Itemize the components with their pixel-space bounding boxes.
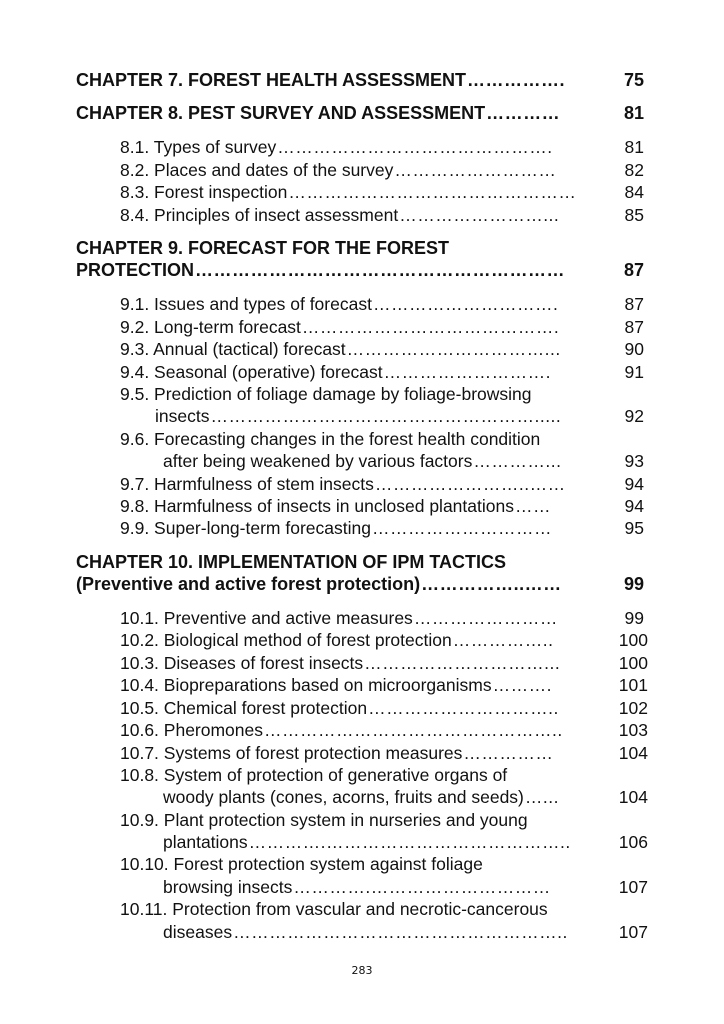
- toc-entry-title: 8.4. Principles of insect assessment: [120, 205, 399, 225]
- toc-entry-section: [120, 137, 644, 158]
- toc-entry-section-continued: [155, 406, 644, 427]
- toc-section-title-line: 10.8. System of protection of generative organs of: [120, 765, 508, 785]
- toc-leader-dots: …………………………………………..: [264, 720, 563, 740]
- toc-entry-title: CHAPTER 7. FOREST HEALTH ASSESSMENT: [76, 70, 467, 90]
- toc-entry-section: [120, 518, 644, 539]
- toc-leader-dots: ……………………...: [399, 205, 560, 225]
- toc-entry-title: 9.2. Long-term forecast: [120, 317, 301, 337]
- toc-section-title-line: 10.11. Protection from vascular and necrotic-cancerous: [120, 899, 548, 919]
- toc-page-number: 104: [618, 787, 648, 807]
- toc-entry-title: 9.8. Harmfulness of insects in unclosed plantations: [120, 496, 514, 516]
- toc-page-number: 99: [623, 574, 644, 594]
- toc-entry-title: insects: [155, 406, 210, 426]
- toc-entry-section: [120, 205, 644, 226]
- toc-entry-title: browsing insects: [163, 877, 293, 897]
- toc-page-number: 87: [624, 317, 644, 337]
- toc-page-number: 81: [623, 103, 644, 123]
- toc-entry-chapter-9: [76, 260, 644, 281]
- toc-leader-dots: …………...: [473, 451, 562, 471]
- toc-entry-title: 9.3. Annual (tactical) forecast: [120, 339, 346, 359]
- toc-entry-title: 10.1. Preventive and active measures: [120, 608, 413, 628]
- toc-page-number: 92: [624, 406, 644, 426]
- toc-leader-dots: ……………..……: [421, 574, 562, 594]
- toc-entry-section-continued: [163, 877, 648, 898]
- toc-entry-section: [120, 698, 648, 719]
- toc-entry-chapter-7: [76, 70, 644, 91]
- toc-page-number: 94: [624, 496, 644, 516]
- toc-entry-section-continued: [163, 832, 648, 853]
- toc-page-number: 84: [624, 182, 644, 202]
- toc-leader-dots: ………………………………………………..: [233, 922, 568, 942]
- toc-leader-dots: ……………………: [413, 608, 558, 628]
- toc-entry-section: [120, 294, 644, 315]
- toc-page-number: 90: [624, 339, 644, 359]
- toc-entry-section-continued: [163, 922, 648, 943]
- toc-entry-section-continued: [163, 787, 648, 808]
- toc-section-title-line: 9.6. Forecasting changes in the forest health condition: [120, 429, 541, 449]
- toc-leader-dots: ……………………………...: [346, 339, 561, 359]
- toc-entry-section: [120, 496, 644, 517]
- toc-leader-dots: ……: [514, 496, 551, 516]
- toc-entry-section: [120, 182, 644, 203]
- toc-page-number: 94: [624, 474, 644, 494]
- toc-page-number: 85: [624, 205, 644, 225]
- toc-page-number: 101: [618, 675, 648, 695]
- toc-leader-dots: …………….: [467, 70, 566, 90]
- toc-page-number: 75: [623, 70, 644, 90]
- toc-entry-title: diseases: [163, 922, 233, 942]
- toc-leader-dots: …...: [524, 787, 559, 807]
- toc-leader-dots: ……………..: [452, 630, 554, 650]
- toc-page-number: 91: [624, 362, 644, 382]
- toc-leader-dots: …………: [486, 103, 561, 123]
- toc-entry-chapter-8: [76, 103, 644, 124]
- toc-entry-title: 10.4. Biopreparations based on microorganisms: [120, 675, 492, 695]
- toc-page-number: 93: [624, 451, 644, 471]
- toc-page-number: 87: [624, 294, 644, 314]
- toc-entry-title: PROTECTION: [76, 260, 195, 280]
- toc-entry-section: [120, 160, 644, 181]
- toc-leader-dots: …………………………………………: [288, 182, 577, 202]
- toc-entry-title: 9.1. Issues and types of forecast: [120, 294, 372, 314]
- toc-leader-dots: ………………………….: [372, 294, 559, 314]
- toc-leader-dots: ………………………: [394, 160, 557, 180]
- toc-entry-section: [120, 339, 644, 360]
- toc-entry-section: [120, 630, 648, 651]
- toc-leader-dots: …………………………..: [368, 698, 559, 718]
- toc-chapter-10-title-line-1: CHAPTER 10. IMPLEMENTATION OF IPM TACTICS: [76, 552, 507, 572]
- toc-leader-dots: ……………………….: [383, 362, 552, 382]
- toc-entry-title: CHAPTER 8. PEST SURVEY AND ASSESSMENT: [76, 103, 486, 123]
- toc-entry-section-continued: [163, 451, 644, 472]
- toc-leader-dots: ……….: [492, 675, 552, 695]
- toc-entry-title: 10.3. Diseases of forest insects: [120, 653, 364, 673]
- toc-page-number: 103: [618, 720, 648, 740]
- toc-leader-dots: ……………………..……: [374, 474, 566, 494]
- toc-page-number: 81: [624, 137, 644, 157]
- toc-leader-dots: …………………………...: [364, 653, 561, 673]
- toc-entry-title: 10.2. Biological method of forest protection: [120, 630, 452, 650]
- toc-entry-section: [120, 653, 648, 674]
- toc-entry-title: 8.2. Places and dates of the survey: [120, 160, 394, 180]
- toc-entry-title: woody plants (cones, acorns, fruits and seeds): [163, 787, 524, 807]
- toc-leader-dots: …………………………: [371, 518, 552, 538]
- toc-page-number: 106: [618, 832, 648, 852]
- toc-page-number: 107: [618, 877, 648, 897]
- toc-entry-title: after being weakened by various factors: [163, 451, 473, 471]
- toc-entry-title: plantations: [163, 832, 248, 852]
- toc-entry-chapter-10: [76, 574, 644, 595]
- toc-entry-title: 9.9. Super-long-term forecasting: [120, 518, 371, 538]
- toc-page-number: 87: [623, 260, 644, 280]
- toc-page-number: 100: [618, 653, 648, 673]
- toc-page-number: 107: [618, 922, 648, 942]
- toc-entry-section: [120, 608, 644, 629]
- toc-section-title-line: 10.10. Forest protection system against foliage: [120, 854, 483, 874]
- toc-leader-dots: …………………………………….: [301, 317, 560, 337]
- toc-section-title-line: 9.5. Prediction of foliage damage by foliage-browsing: [120, 384, 532, 404]
- page-number-footer: 283: [351, 964, 373, 977]
- toc-page-number: 100: [618, 630, 648, 650]
- toc-entry-title: 10.5. Chemical forest protection: [120, 698, 368, 718]
- toc-page-number: 99: [624, 608, 644, 628]
- toc-section-title-line: 10.9. Plant protection system in nurseries and young: [120, 810, 528, 830]
- toc-leader-dots: ………….…………………………………..: [248, 832, 571, 852]
- toc-entry-title: 10.6. Pheromones: [120, 720, 264, 740]
- toc-entry-section: [120, 317, 644, 338]
- toc-entry-section: [120, 720, 648, 741]
- toc-entry-title: 10.7. Systems of forest protection measures: [120, 743, 463, 763]
- toc-page-number: 104: [618, 743, 648, 763]
- toc-entry-section: [120, 675, 648, 696]
- toc-leader-dots: ……………………………………….: [277, 137, 553, 157]
- toc-page-number: 82: [624, 160, 644, 180]
- toc-leader-dots: ……………………………………………………: [195, 260, 566, 280]
- toc-leader-dots: ……………: [463, 743, 554, 763]
- toc-leader-dots: ………….…………………………: [293, 877, 551, 897]
- toc-entry-section: [120, 474, 644, 495]
- toc-entry-title: (Preventive and active forest protection): [76, 574, 421, 594]
- toc-leader-dots: ……………………………………………….....: [210, 406, 562, 426]
- toc-page-number: 102: [618, 698, 648, 718]
- toc-entry-title: 9.4. Seasonal (operative) forecast: [120, 362, 383, 382]
- toc-entry-title: 9.7. Harmfulness of stem insects: [120, 474, 374, 494]
- toc-entry-title: 8.3. Forest inspection: [120, 182, 288, 202]
- toc-entry-section: [120, 743, 648, 764]
- toc-page-number: 95: [624, 518, 644, 538]
- toc-chapter-9-title-line-1: CHAPTER 9. FORECAST FOR THE FOREST: [76, 238, 450, 258]
- toc-entry-title: 8.1. Types of survey: [120, 137, 277, 157]
- toc-entry-section: [120, 362, 644, 383]
